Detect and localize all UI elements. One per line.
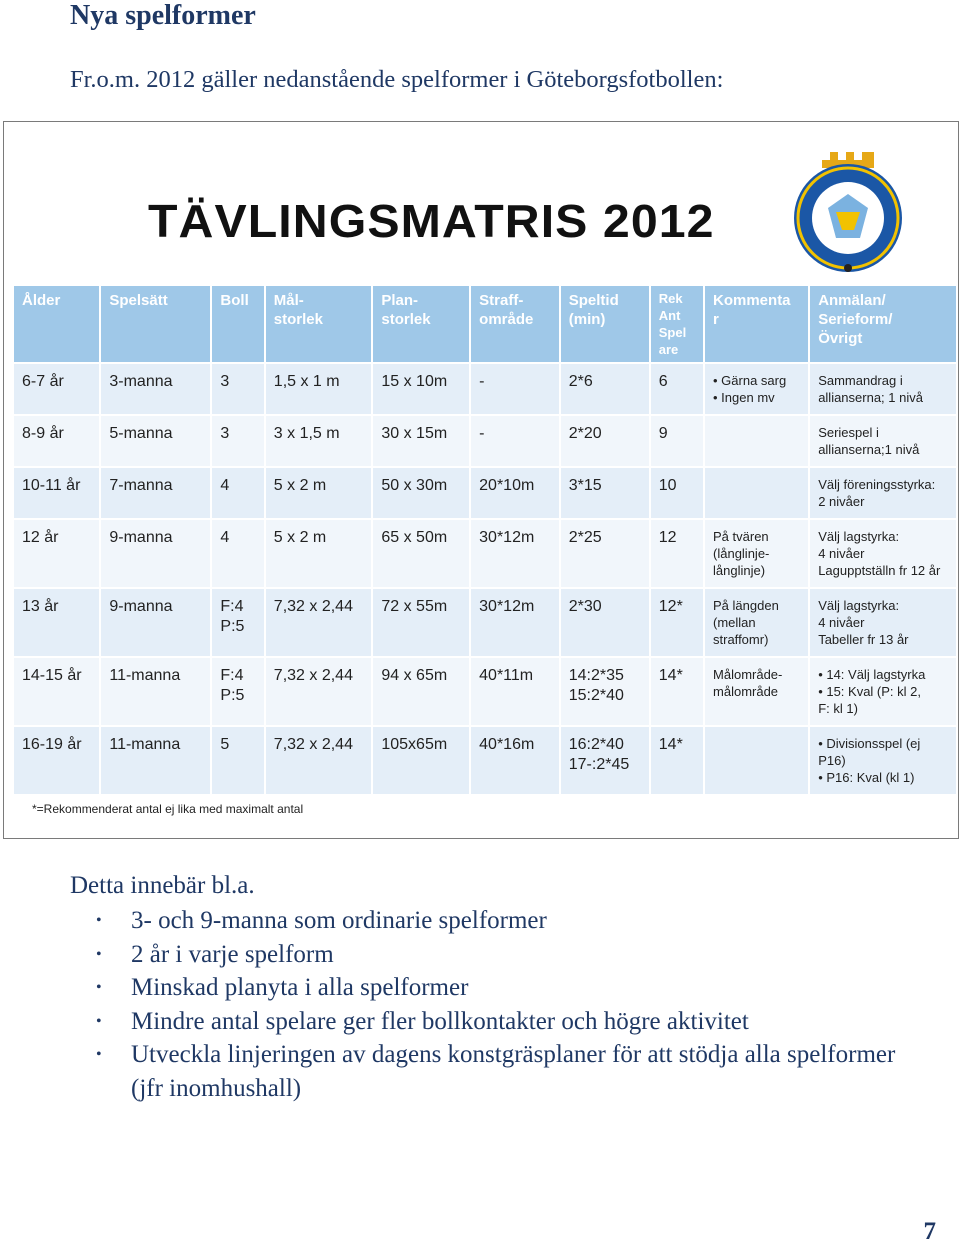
table-cell-straffomrade: 40*16m [471, 727, 559, 794]
table-cell-speltid: 2*30 [561, 589, 649, 656]
table-cell-planstorlek: 65 x 50m [373, 520, 469, 587]
table-cell-boll: F:4 P:5 [212, 658, 263, 725]
table-cell-speltid: 2*6 [561, 364, 649, 414]
col-header-kommentar: Kommenta r [705, 286, 808, 362]
intro-text: Fr.o.m. 2012 gäller nedanstående spelformer i Göteborgsfotbollen: [70, 66, 724, 93]
table-cell-kommentar [705, 727, 808, 794]
col-header-malstorlek: Mål- storlek [266, 286, 372, 362]
bullet-icon: • [96, 1012, 102, 1030]
table-cell-straffomrade: 40*11m [471, 658, 559, 725]
table-cell-anmalan: Sammandrag i allianserna; 1 nivå [810, 364, 956, 414]
table-cell-planstorlek: 30 x 15m [373, 416, 469, 466]
table-cell-kommentar: • Gärna sarg • Ingen mv [705, 364, 808, 414]
table-row [14, 658, 956, 725]
table-cell-rek: 14* [651, 727, 703, 794]
bullet-icon: • [96, 945, 102, 963]
table-cell-alder: 14-15 år [14, 658, 99, 725]
table-cell-planstorlek: 105x65m [373, 727, 469, 794]
table-cell-planstorlek: 94 x 65m [373, 658, 469, 725]
list-item [96, 1005, 926, 1039]
bullet-list [96, 904, 926, 1105]
table-cell-boll: 3 [212, 416, 263, 466]
list-item [96, 971, 926, 1005]
table-header-row [14, 286, 956, 362]
col-header-speltid: Speltid (min) [561, 286, 649, 362]
col-header-spelsatt: Spelsätt [101, 286, 210, 362]
list-item [96, 1038, 926, 1105]
table-cell-rek: 10 [651, 468, 703, 518]
competition-matrix-figure [3, 121, 959, 839]
table-cell-speltid: 2*20 [561, 416, 649, 466]
table-cell-malstorlek: 7,32 x 2,44 [266, 589, 372, 656]
bullet-icon: • [96, 979, 102, 996]
table-cell-straffomrade: 30*12m [471, 589, 559, 656]
col-header-boll: Boll [212, 286, 263, 362]
table-cell-rek: 6 [651, 364, 703, 414]
table-cell-malstorlek: 7,32 x 2,44 [266, 727, 372, 794]
bullet-icon: • [96, 1046, 102, 1063]
table-cell-straffomrade: 20*10m [471, 468, 559, 518]
table-cell-anmalan: Välj föreningsstyrka: 2 nivåer [810, 468, 956, 518]
table-cell-alder: 16-19 år [14, 727, 99, 794]
table-cell-malstorlek: 3 x 1,5 m [266, 416, 372, 466]
table-cell-boll: 4 [212, 520, 263, 587]
table-cell-boll: 4 [212, 468, 263, 518]
table-cell-planstorlek: 15 x 10m [373, 364, 469, 414]
table-cell-straffomrade: - [471, 364, 559, 414]
table-cell-anmalan: Seriespel i allianserna;1 nivå [810, 416, 956, 466]
table-cell-rek: 12* [651, 589, 703, 656]
table-row [14, 727, 956, 794]
table-cell-malstorlek: 5 x 2 m [266, 468, 372, 518]
table-cell-speltid: 14:2*35 15:2*40 [561, 658, 649, 725]
col-header-planstorlek: Plan- storlek [373, 286, 469, 362]
table-row [14, 520, 956, 587]
table-cell-planstorlek: 72 x 55m [373, 589, 469, 656]
matrix-table [12, 284, 958, 796]
table-cell-kommentar: På tvären (långlinje- långlinje) [705, 520, 808, 587]
matrix-footnote: *=Rekommenderat antal ej lika med maximalt antal [32, 802, 304, 816]
table-cell-anmalan: Välj lagstyrka: 4 nivåer Tabeller fr 13 år [810, 589, 956, 656]
table-row [14, 589, 956, 656]
col-header-anmalan: Anmälan/ Serieform/ Övrigt [810, 286, 956, 362]
list-item [96, 938, 926, 972]
table-cell-spelsatt: 5-manna [101, 416, 210, 466]
body-lead: Detta innebär bl.a. [70, 872, 255, 899]
table-cell-alder: 10-11 år [14, 468, 99, 518]
table-cell-spelsatt: 7-manna [101, 468, 210, 518]
table-cell-alder: 6-7 år [14, 364, 99, 414]
table-cell-straffomrade: - [471, 416, 559, 466]
matrix-title: TÄVLINGSMATRIS 2012 [148, 195, 715, 247]
col-header-alder: Ålder [14, 286, 99, 362]
table-cell-boll: 5 [212, 727, 263, 794]
col-header-rek-antal: Rek Ant Spel are [651, 286, 703, 362]
table-cell-anmalan: • Divisionsspel (ej P16) • P16: Kval (kl 1) [810, 727, 956, 794]
football-association-crest-icon [786, 150, 910, 274]
col-header-straffomrade: Straff- område [471, 286, 559, 362]
bullet-icon: • [96, 912, 102, 929]
list-item [96, 904, 926, 938]
table-cell-spelsatt: 9-manna [101, 520, 210, 587]
table-cell-anmalan: Välj lagstyrka: 4 nivåer Lagupptställn fr 12 år [810, 520, 956, 587]
table-cell-kommentar [705, 468, 808, 518]
table-cell-alder: 8-9 år [14, 416, 99, 466]
table-cell-speltid: 16:2*40 17-:2*45 [561, 727, 649, 794]
table-cell-rek: 14* [651, 658, 703, 725]
table-cell-anmalan: • 14: Välj lagstyrka • 15: Kval (P: kl 2, F: kl 1) [810, 658, 956, 725]
list-item-text: Utveckla linjeringen av dagens konstgräsplaner för att stödja alla spelformer (jfr inomhushall) [131, 1041, 896, 1102]
table-cell-speltid: 3*15 [561, 468, 649, 518]
table-cell-boll: F:4 P:5 [212, 589, 263, 656]
table-row [14, 468, 956, 518]
table-cell-kommentar: Målområde- målområde [705, 658, 808, 725]
table-cell-alder: 12 år [14, 520, 99, 587]
table-row [14, 364, 956, 414]
table-cell-malstorlek: 5 x 2 m [266, 520, 372, 587]
list-item-text: 2 år i varje spelform [131, 940, 334, 968]
table-cell-spelsatt: 11-manna [101, 658, 210, 725]
table-cell-malstorlek: 1,5 x 1 m [266, 364, 372, 414]
list-item-text: Minskad planyta i alla spelformer [131, 974, 469, 1001]
table-cell-spelsatt: 11-manna [101, 727, 210, 794]
table-cell-rek: 9 [651, 416, 703, 466]
table-cell-kommentar: På längden (mellan straffomr) [705, 589, 808, 656]
table-cell-kommentar [705, 416, 808, 466]
table-row [14, 416, 956, 466]
table-cell-spelsatt: 3-manna [101, 364, 210, 414]
table-cell-planstorlek: 50 x 30m [373, 468, 469, 518]
table-cell-rek: 12 [651, 520, 703, 587]
table-cell-spelsatt: 9-manna [101, 589, 210, 656]
table-cell-malstorlek: 7,32 x 2,44 [266, 658, 372, 725]
page-number: 7 [923, 1218, 936, 1245]
list-item-text: 3- och 9-manna som ordinarie spelformer [131, 907, 547, 934]
table-cell-straffomrade: 30*12m [471, 520, 559, 587]
list-item-text: Mindre antal spelare ger fler bollkontakter och högre aktivitet [131, 1007, 749, 1035]
table-cell-speltid: 2*25 [561, 520, 649, 587]
page-heading: Nya spelformer [70, 0, 256, 31]
table-cell-boll: 3 [212, 364, 263, 414]
table-cell-alder: 13 år [14, 589, 99, 656]
